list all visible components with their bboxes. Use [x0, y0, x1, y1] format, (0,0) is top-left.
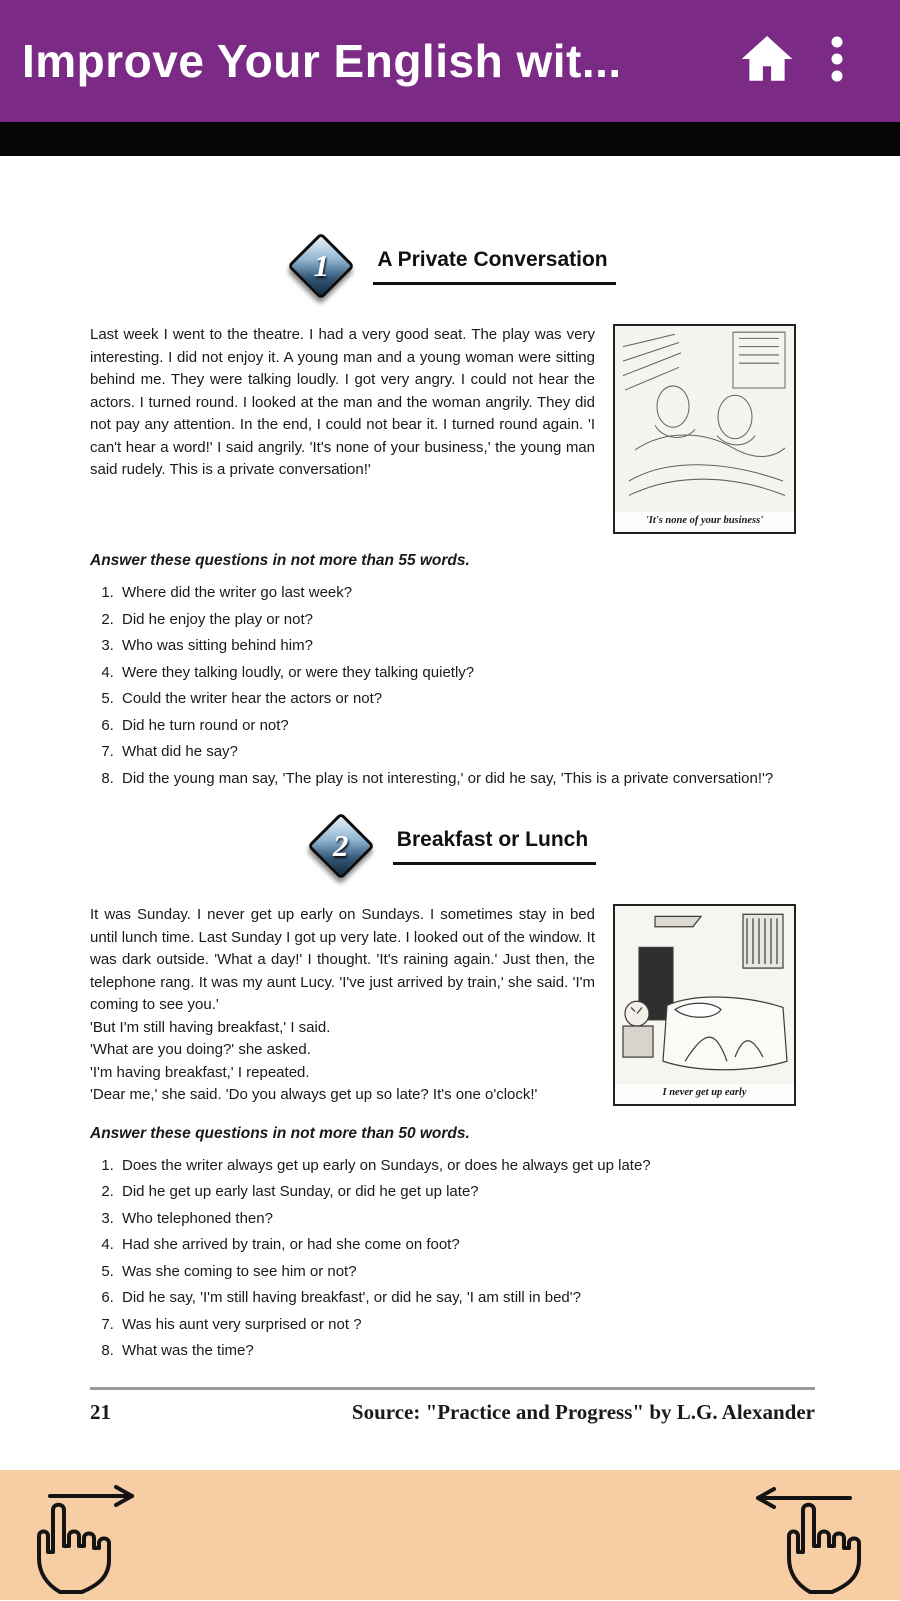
lesson2-questions	[90, 1155, 815, 1363]
book-page	[0, 156, 900, 1470]
lesson1-header	[90, 234, 815, 298]
lesson2-passage	[90, 904, 595, 1107]
lesson2-image-caption: I never get up early	[662, 1087, 747, 1098]
question-item: 1. Where did the writer go last week?	[118, 582, 815, 605]
page-number: 21	[90, 1399, 111, 1424]
bedroom-scene-sketch	[615, 906, 794, 1084]
question-item: 2. Did he enjoy the play or not?	[118, 609, 815, 632]
question-item: 6. Did he turn round or not?	[118, 715, 815, 738]
question-item: 3. Who telephoned then?	[118, 1208, 815, 1231]
header-divider-strip	[0, 122, 900, 156]
theatre-scene-sketch	[615, 326, 794, 512]
lesson2-header	[90, 814, 815, 878]
source-attribution: Source: "Practice and Progress" by L.G. Alexander	[351, 1399, 815, 1424]
question-item: 4. Had she arrived by train, or had she come on foot?	[118, 1234, 815, 1257]
lesson1-image-caption: 'It's none of your business'	[645, 515, 764, 526]
lesson2-instruction: Answer these questions in not more than 50 words.	[90, 1124, 470, 1142]
lesson1-illustration	[613, 324, 796, 534]
question-item: 8. What was the time?	[118, 1340, 815, 1363]
lesson2-number: 2	[333, 828, 349, 863]
app-header	[0, 0, 900, 122]
home-icon	[738, 30, 796, 93]
lesson2-number-badge	[309, 814, 373, 878]
question-item: 5. Was she coming to see him or not?	[118, 1261, 815, 1284]
lesson2-title: Breakfast or Lunch	[393, 828, 596, 865]
question-item: 7. What did he say?	[118, 741, 815, 764]
lesson1-title: A Private Conversation	[373, 248, 615, 285]
overflow-menu-button[interactable]	[802, 26, 872, 96]
lesson1-body	[90, 324, 815, 534]
lesson1-number-badge	[289, 234, 353, 298]
question-item: 6. Did he say, 'I'm still having breakfast', or did he say, 'I am still in bed'?	[118, 1287, 815, 1310]
swipe-left-gesture-icon[interactable]	[720, 1476, 880, 1596]
lesson1-instruction: Answer these questions in not more than 55 words.	[90, 552, 470, 569]
lesson2-body	[90, 904, 815, 1107]
kebab-menu-icon	[829, 30, 845, 93]
lesson1-questions	[90, 582, 815, 790]
question-item: 2. Did he get up early last Sunday, or did he get up late?	[118, 1181, 815, 1204]
swipe-right-gesture-icon[interactable]	[20, 1476, 180, 1596]
question-item: 4. Were they talking loudly, or were they talking quietly?	[118, 662, 815, 685]
lesson1-number: 1	[313, 248, 330, 283]
lesson1-passage	[90, 324, 595, 534]
question-item: 7. Was his aunt very surprised or not ?	[118, 1314, 815, 1337]
question-item: 1. Does the writer always get up early on Sundays, or does he always get up late?	[118, 1155, 815, 1178]
lesson2-passage-line: 'I'm having breakfast,' I repeated.	[90, 1063, 310, 1081]
page-footer	[90, 1387, 815, 1425]
question-item: 8. Did the young man say, 'The play is not interesting,' or did he say, 'This is a private conversation!'?	[118, 768, 815, 791]
app-title: Improve Your English wit...	[22, 35, 622, 87]
home-button[interactable]	[732, 26, 802, 96]
lesson2-passage-line: 'But I'm still having breakfast,' I said.	[90, 1018, 331, 1036]
question-item: 5. Could the writer hear the actors or not?	[118, 688, 815, 711]
bottom-navigation-bar	[0, 1470, 900, 1600]
lesson2-passage-line: 'What are you doing?' she asked.	[90, 1041, 311, 1058]
lesson2-passage-line: It was Sunday. I never get up early on Sundays. I sometimes stay in bed until lunch time. Last Sunday I got up very late. I looked out of the window. It was dark outside. 'What a day!' I thought. 'It's raining again.' Just then, the telephone rang. It was my aunt Lucy. 'I've just arrived by train,' she said. 'I'm coming to see you.'	[90, 906, 595, 1013]
lesson1-passage-text: Last week I went to the theatre. I had a very good seat. The play was very interesting. I did not enjoy it. A young man and a young woman were sitting behind me. They were talking loudly. I got very angry. I could not hear the actors. I turned round. I looked at the man and the woman angrily. They did not pay any attention. In the end, I could not bear it. I turned round again. 'I can't hear a word!' I said angrily. 'It's none of your business,' the young man said rudely. This is a private conversation!'	[90, 326, 595, 478]
lesson2-illustration	[613, 904, 796, 1106]
question-item: 3. Who was sitting behind him?	[118, 635, 815, 658]
lesson2-passage-line: 'Dear me,' she said. 'Do you always get up so late? It's one o'clock!'	[90, 1086, 538, 1103]
